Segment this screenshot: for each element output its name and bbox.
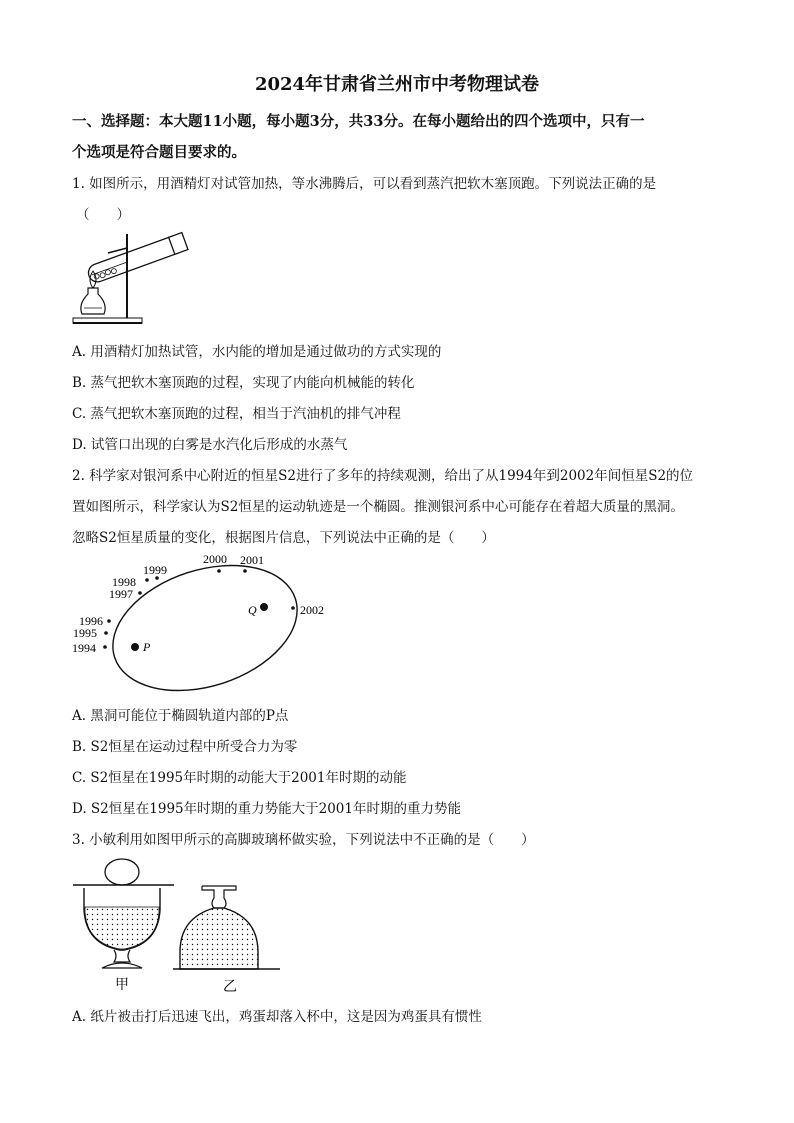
- label-q: Q: [248, 603, 257, 617]
- q2-stem-line1: 2. 科学家对银河系中心附近的恒星S2进行了多年的持续观测，给出了从1994年到2002年间恒星S2的位: [72, 468, 694, 484]
- q1-stem: 1. 如图所示，用酒精灯对试管加热，等水沸腾后，可以看到蒸汽把软木塞顶跑。下列说法正确的是: [72, 176, 657, 192]
- point-1996: [107, 619, 111, 623]
- point-1994: [103, 645, 107, 649]
- label-2001: 2001: [240, 553, 264, 567]
- label-1997: 1997: [109, 587, 133, 601]
- label-1995: 1995: [73, 626, 97, 640]
- q2-stem-line2: 置如图所示，科学家认为S2恒星的运动轨迹是一个椭圆。推测银河系中心可能存在着超大质量的黑洞。: [72, 499, 684, 515]
- label-p: P: [143, 640, 151, 654]
- point-1995: [104, 631, 108, 635]
- point-1997: [138, 591, 142, 595]
- q2-option-b: B. S2恒星在运动过程中所受合力为零: [72, 739, 298, 755]
- label-2002: 2002: [300, 603, 324, 617]
- q2-option-a: A. 黑洞可能位于椭圆轨道内部的P点: [72, 708, 289, 724]
- q1-option-a: A. 用酒精灯加热试管，水内能的增加是通过做功的方式实现的: [72, 344, 442, 360]
- label-1999: 1999: [143, 563, 167, 577]
- q2-option-d: D. S2恒星在1995年时期的重力势能大于2001年时期的重力势能: [72, 801, 461, 817]
- point-p-dot: [131, 643, 139, 651]
- point-2000: [217, 569, 221, 573]
- q1-option-c: C. 蒸气把软木塞顶跑的过程，相当于汽油机的排气冲程: [72, 406, 401, 422]
- fig-label-a: 甲: [115, 978, 129, 993]
- label-2000: 2000: [203, 552, 227, 566]
- fig-label-b: 乙: [223, 980, 237, 995]
- egg-shape: [105, 859, 139, 885]
- q3-option-a: A. 纸片被击打后迅速飞出，鸡蛋却落入杯中，这是因为鸡蛋具有惯性: [72, 1009, 482, 1025]
- orbit-ellipse: [97, 550, 314, 695]
- label-1998: 1998: [112, 575, 136, 589]
- q1-option-b: B. 蒸气把软木塞顶跑的过程，实现了内能向机械能的转化: [72, 375, 415, 391]
- section-heading-line2: 个选项是符合题目要求的。: [72, 144, 246, 161]
- q1-option-d: D. 试管口出现的白雾是水汽化后形成的水蒸气: [72, 437, 348, 453]
- point-2002: [291, 606, 295, 610]
- label-1996: 1996: [79, 614, 103, 628]
- point-q-dot: [260, 603, 268, 611]
- q2-stem-line3: 忽略S2恒星质量的变化，根据图片信息，下列说法中正确的是（ ）: [72, 530, 495, 546]
- q3-stem: 3. 小敏利用如图甲所示的高脚玻璃杯做实验，下列说法中不正确的是（ ）: [72, 832, 535, 848]
- q3-glass-figure: [70, 852, 285, 997]
- label-1994: 1994: [72, 641, 96, 655]
- q2-option-c: C. S2恒星在1995年时期的动能大于2001年时期的动能: [72, 770, 407, 786]
- point-1998: [145, 578, 149, 582]
- page-title: 2024年甘肃省兰州市中考物理试卷: [254, 74, 540, 95]
- q2-orbit-figure: [70, 550, 340, 695]
- point-2001: [243, 569, 247, 573]
- q1-test-tube-figure: [70, 226, 195, 326]
- q1-answer-paren: （ ）: [76, 207, 130, 223]
- section-heading-line1: 一、选择题：本大题11小题，每小题3分，共33分。在每小题给出的四个选项中，只有一: [72, 113, 645, 130]
